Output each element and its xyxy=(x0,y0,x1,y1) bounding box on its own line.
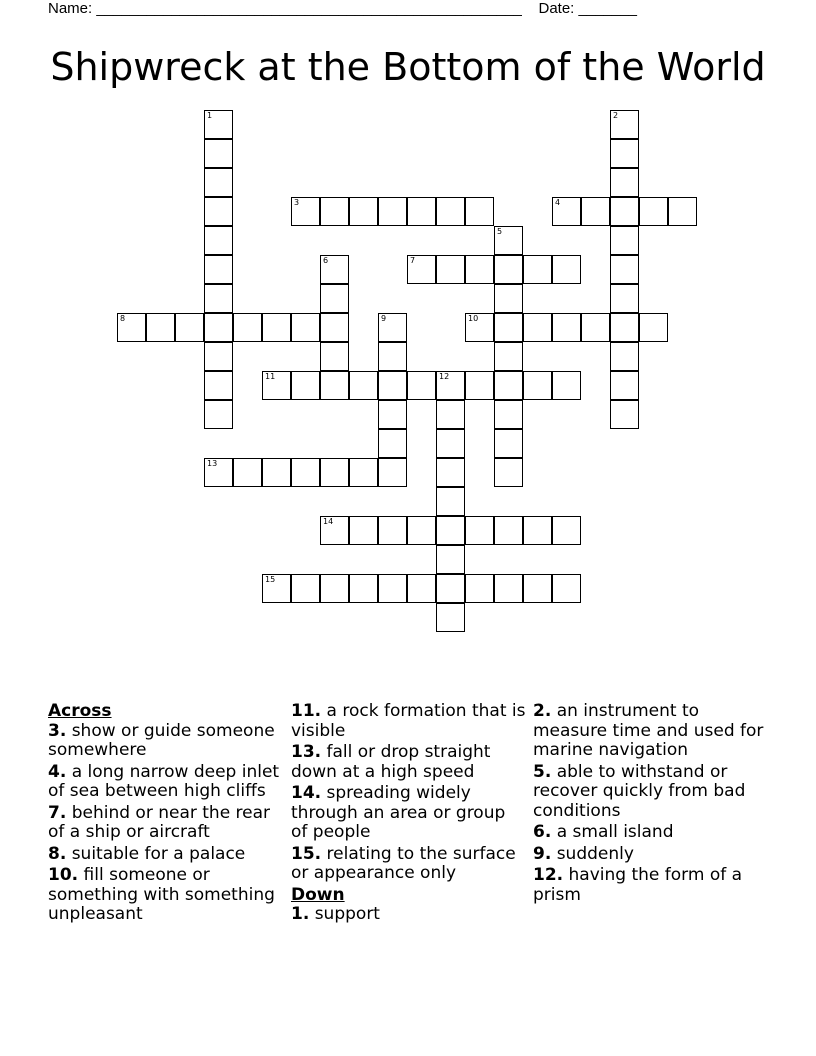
clue-column-2 xyxy=(291,702,527,927)
clue-item xyxy=(48,804,284,843)
clue-item-number: 13. xyxy=(291,742,322,762)
grid-cell[interactable] xyxy=(291,197,320,226)
grid-cell[interactable] xyxy=(436,487,465,516)
clue-item xyxy=(533,866,769,905)
grid-cell[interactable] xyxy=(320,342,349,371)
grid-cell[interactable] xyxy=(494,516,523,545)
grid-cell[interactable] xyxy=(291,458,320,487)
clue-item-number: 7. xyxy=(48,802,67,823)
grid-cell[interactable] xyxy=(378,197,407,226)
grid-cell[interactable] xyxy=(465,197,494,226)
grid-cell[interactable] xyxy=(552,255,581,284)
grid-cell[interactable] xyxy=(552,516,581,545)
grid-cell[interactable] xyxy=(465,516,494,545)
grid-cell[interactable] xyxy=(291,313,320,342)
grid-cell[interactable] xyxy=(610,110,639,139)
clue-item-number: 4. xyxy=(48,761,67,782)
grid-cell[interactable] xyxy=(610,313,639,342)
grid-cell[interactable] xyxy=(204,168,233,197)
grid-cell[interactable] xyxy=(436,603,465,632)
clue-number: 13 xyxy=(207,459,218,468)
grid-cell[interactable] xyxy=(204,371,233,400)
grid-cell[interactable] xyxy=(639,197,668,226)
grid-cell[interactable] xyxy=(552,574,581,603)
clue-item xyxy=(533,845,769,865)
clue-item-number: 15. xyxy=(291,843,322,864)
clue-item-text: fill someone or something with something unpleasant xyxy=(48,865,275,924)
grid-cell[interactable] xyxy=(204,342,233,371)
grid-cell[interactable] xyxy=(233,313,262,342)
clue-item-text: behind or near the rear of a ship or aircraft xyxy=(48,802,271,842)
grid-cell[interactable] xyxy=(233,458,262,487)
clue-item-number: 14. xyxy=(291,783,322,803)
grid-cell[interactable] xyxy=(494,284,523,313)
grid-cell[interactable] xyxy=(494,574,523,603)
name-blank[interactable]: ___________________________________________________ xyxy=(96,0,522,17)
grid-cell[interactable] xyxy=(407,516,436,545)
grid-cell[interactable] xyxy=(610,371,639,400)
grid-cell[interactable] xyxy=(523,371,552,400)
grid-cell[interactable] xyxy=(494,371,523,400)
grid-cell[interactable] xyxy=(436,574,465,603)
grid-cell[interactable] xyxy=(494,255,523,284)
grid-cell[interactable] xyxy=(378,516,407,545)
date-blank[interactable]: _______ xyxy=(578,0,637,17)
clue-item-text: suddenly xyxy=(551,843,634,864)
grid-cell[interactable] xyxy=(204,284,233,313)
grid-cell[interactable] xyxy=(494,458,523,487)
clue-item-text: suitable for a palace xyxy=(66,843,246,864)
clue-item-number: 10. xyxy=(48,865,79,885)
clue-item xyxy=(533,702,769,761)
grid-cell[interactable] xyxy=(320,458,349,487)
grid-cell[interactable] xyxy=(378,574,407,603)
grid-cell[interactable] xyxy=(204,110,233,139)
grid-cell[interactable] xyxy=(378,458,407,487)
grid-cell[interactable] xyxy=(465,371,494,400)
grid-cell[interactable] xyxy=(552,197,581,226)
grid-cell[interactable] xyxy=(204,139,233,168)
clue-item xyxy=(48,866,284,925)
grid-cell[interactable] xyxy=(436,545,465,574)
clue-item-number: 2. xyxy=(533,701,552,721)
grid-cell[interactable] xyxy=(610,342,639,371)
grid-cell[interactable] xyxy=(204,400,233,429)
grid-cell[interactable] xyxy=(436,255,465,284)
grid-cell[interactable] xyxy=(581,197,610,226)
clue-item-number: 3. xyxy=(48,720,67,741)
clue-number: 2 xyxy=(613,111,619,120)
grid-cell[interactable] xyxy=(320,255,349,284)
clue-item-text: a small island xyxy=(551,822,674,842)
clue-item-text: a rock formation that is visible xyxy=(291,701,526,741)
grid-cell[interactable] xyxy=(494,400,523,429)
grid-cell[interactable] xyxy=(494,429,523,458)
clue-item-text: fall or drop straight down at a high speed xyxy=(291,742,491,782)
grid-cell[interactable] xyxy=(610,255,639,284)
clue-item-text: spreading widely through an area or group of people xyxy=(291,783,506,842)
clue-item xyxy=(533,823,769,843)
grid-cell[interactable] xyxy=(465,313,494,342)
grid-cell[interactable] xyxy=(320,516,349,545)
clue-item-text: support xyxy=(309,904,380,924)
grid-cell[interactable] xyxy=(117,313,146,342)
grid-cell[interactable] xyxy=(320,197,349,226)
grid-cell[interactable] xyxy=(523,516,552,545)
clue-item-number: 6. xyxy=(533,822,552,842)
grid-cell[interactable] xyxy=(610,284,639,313)
clue-item xyxy=(48,763,284,802)
grid-cell[interactable] xyxy=(349,458,378,487)
clue-number: 15 xyxy=(265,575,276,584)
clue-item-text: a long narrow deep inlet of sea between high cliffs xyxy=(48,761,280,801)
clue-number: 12 xyxy=(439,372,450,381)
grid-cell[interactable] xyxy=(204,255,233,284)
grid-cell[interactable] xyxy=(320,371,349,400)
clue-item-text: able to withstand or recover quickly from bad conditions xyxy=(533,761,746,821)
across-heading: Across xyxy=(48,701,112,721)
grid-cell[interactable] xyxy=(523,255,552,284)
clue-number: 6 xyxy=(323,256,329,265)
clue-column-3 xyxy=(533,702,769,907)
clue-number: 11 xyxy=(265,372,276,381)
grid-cell[interactable] xyxy=(407,371,436,400)
grid-cell[interactable] xyxy=(262,313,291,342)
grid-cell[interactable] xyxy=(523,574,552,603)
grid-cell[interactable] xyxy=(494,226,523,255)
clue-item xyxy=(48,722,284,761)
clue-item xyxy=(291,784,527,843)
down-heading: Down xyxy=(291,884,345,905)
grid-cell[interactable] xyxy=(668,197,697,226)
grid-cell[interactable] xyxy=(349,197,378,226)
grid-cell[interactable] xyxy=(436,197,465,226)
grid-cell[interactable] xyxy=(407,574,436,603)
clue-item xyxy=(291,743,527,782)
clue-item-text: having the form of a prism xyxy=(533,865,743,905)
grid-cell[interactable] xyxy=(552,371,581,400)
grid-cell[interactable] xyxy=(436,429,465,458)
clue-item-text: an instrument to measure time and used for marine navigation xyxy=(533,701,764,760)
grid-cell[interactable] xyxy=(610,197,639,226)
clue-number: 4 xyxy=(555,198,561,207)
grid-cell[interactable] xyxy=(465,255,494,284)
grid-cell[interactable] xyxy=(262,371,291,400)
grid-cell[interactable] xyxy=(436,400,465,429)
grid-cell[interactable] xyxy=(204,313,233,342)
grid-cell[interactable] xyxy=(349,371,378,400)
grid-cell[interactable] xyxy=(320,313,349,342)
grid-cell[interactable] xyxy=(349,516,378,545)
grid-cell[interactable] xyxy=(146,313,175,342)
grid-cell[interactable] xyxy=(407,255,436,284)
grid-cell[interactable] xyxy=(436,371,465,400)
grid-cell[interactable] xyxy=(523,313,552,342)
clue-item xyxy=(48,845,284,865)
grid-cell[interactable] xyxy=(291,574,320,603)
grid-cell[interactable] xyxy=(204,458,233,487)
grid-cell[interactable] xyxy=(610,168,639,197)
grid-cell[interactable] xyxy=(175,313,204,342)
grid-cell[interactable] xyxy=(610,400,639,429)
grid-cell[interactable] xyxy=(204,226,233,255)
clue-number: 10 xyxy=(468,314,479,323)
grid-cell[interactable] xyxy=(291,371,320,400)
clue-number: 1 xyxy=(207,111,213,120)
grid-cell[interactable] xyxy=(349,574,378,603)
grid-cell[interactable] xyxy=(610,139,639,168)
grid-cell[interactable] xyxy=(378,313,407,342)
clue-item-number: 12. xyxy=(533,865,564,885)
grid-cell[interactable] xyxy=(639,313,668,342)
grid-cell[interactable] xyxy=(378,400,407,429)
grid-cell[interactable] xyxy=(320,574,349,603)
clue-item xyxy=(291,845,527,884)
grid-cell[interactable] xyxy=(204,197,233,226)
clue-item-number: 8. xyxy=(48,843,67,864)
clue-number: 7 xyxy=(410,256,416,265)
grid-cell[interactable] xyxy=(407,197,436,226)
clue-number: 3 xyxy=(294,198,300,207)
clue-item xyxy=(533,763,769,822)
grid-cell[interactable] xyxy=(320,284,349,313)
grid-cell[interactable] xyxy=(494,313,523,342)
grid-cell[interactable] xyxy=(610,226,639,255)
clue-item-number: 5. xyxy=(533,761,552,782)
grid-cell[interactable] xyxy=(378,429,407,458)
grid-cell[interactable] xyxy=(494,342,523,371)
grid-cell[interactable] xyxy=(581,313,610,342)
name-label: Name: xyxy=(48,0,93,17)
clue-item xyxy=(291,905,527,925)
clue-item-number: 11. xyxy=(291,701,322,721)
clue-number: 8 xyxy=(120,314,126,323)
clue-item-number: 9. xyxy=(533,843,552,864)
grid-cell[interactable] xyxy=(552,313,581,342)
clue-number: 5 xyxy=(497,227,503,236)
grid-cell[interactable] xyxy=(465,574,494,603)
clue-column-1 xyxy=(48,702,284,927)
clue-item-text: show or guide someone somewhere xyxy=(48,720,275,760)
grid-cell[interactable] xyxy=(436,516,465,545)
grid-cell[interactable] xyxy=(378,371,407,400)
grid-cell[interactable] xyxy=(378,342,407,371)
clue-number: 9 xyxy=(381,314,387,323)
grid-cell[interactable] xyxy=(436,458,465,487)
clue-number: 14 xyxy=(323,517,334,526)
puzzle-title: Shipwreck at the Bottom of the World xyxy=(50,45,766,89)
clue-item-text: relating to the surface or appearance only xyxy=(291,843,516,883)
grid-cell[interactable] xyxy=(262,458,291,487)
clue-item xyxy=(291,702,527,741)
clue-item-number: 1. xyxy=(291,904,310,924)
date-label: Date: xyxy=(538,0,575,17)
grid-cell[interactable] xyxy=(262,574,291,603)
